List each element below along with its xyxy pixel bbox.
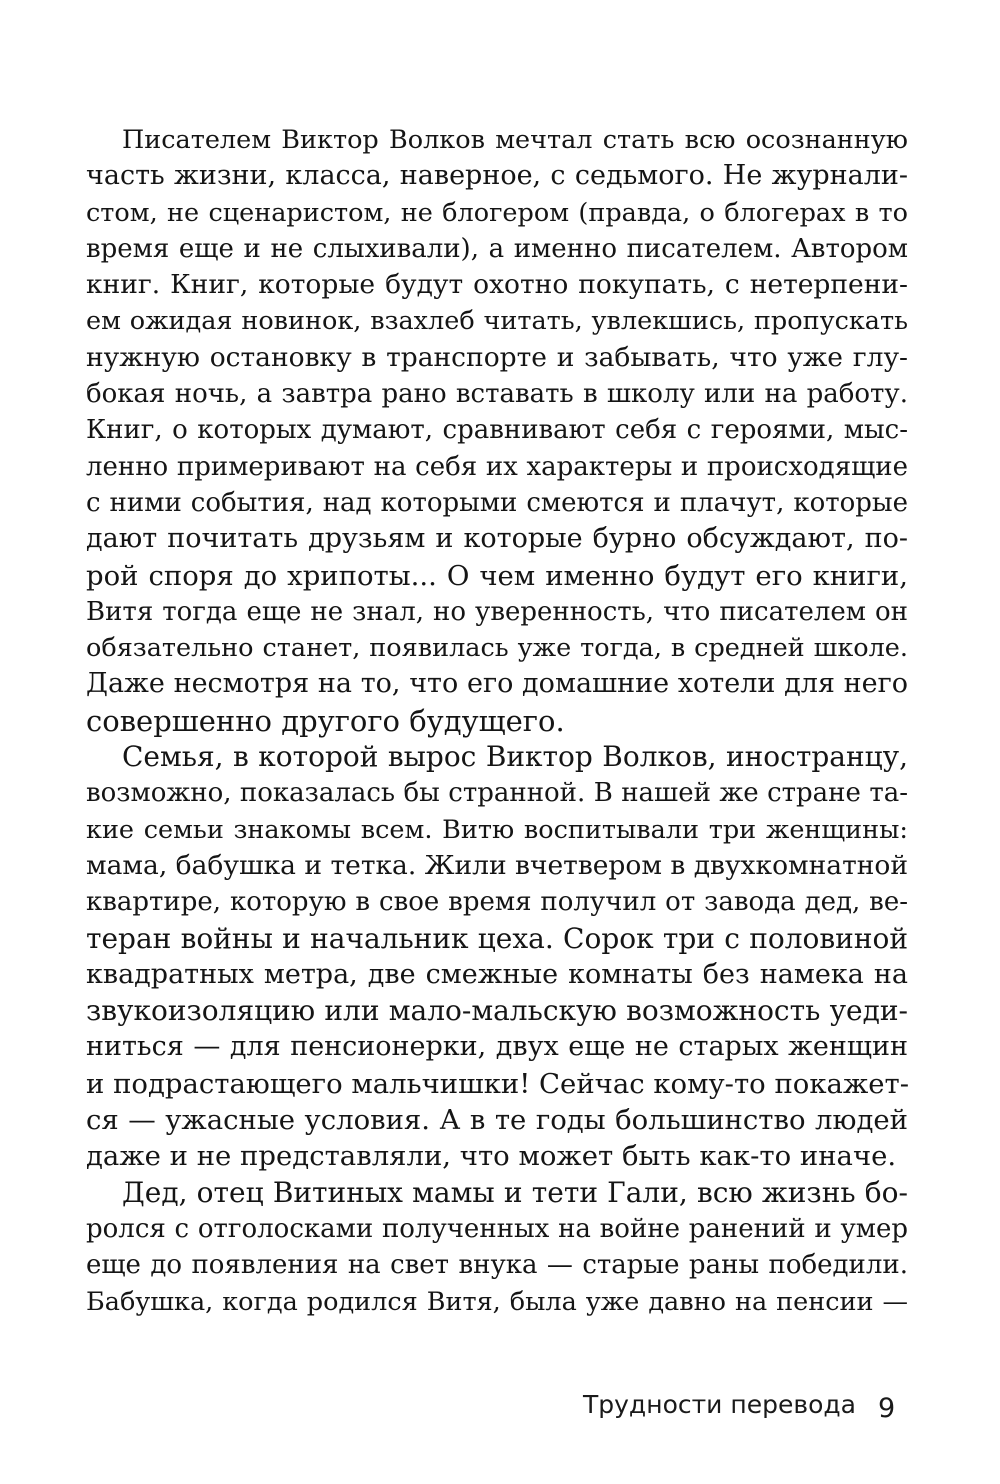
running-title: Трудности перевода [583,1390,856,1419]
paragraph-2-line-3: кие семьи знакомы всем. Витю воспитывали три женщины: [86,814,908,845]
paragraph-2-line-7: квадратных метра, две смежные комнаты без намека на [86,958,908,990]
paragraph-1-line-15: обязательно станет, появилась уже тогда, в средней школе. [86,633,908,664]
paragraph-3-line-4: Бабушка, когда родился Витя, была уже давно на пенсии — [86,1286,908,1317]
paragraph-1-line-11: с ними события, над которыми смеются и плачут, которые [86,487,908,518]
paragraph-1-line-9: Книг, о которых думают, сравнивают себя с героями, мыс- [86,415,908,446]
paragraph-1-line-14: Витя тогда еще не знал, но уверенность, что писателем он [86,596,908,627]
paragraph-1-line-10: ленно примеривают на себя их характеры и происходящие [86,451,908,482]
paragraph-3-line-1: Дед, отец Витиных мамы и тети Гали, всю жизнь бо- [122,1175,908,1209]
paragraph-2-line-4: мама, бабушка и тетка. Жили вчетвером в двухкомнатной [86,849,909,881]
paragraph-1-line-5: книг. Книг, которые будут охотно покупать, с нетерпени- [86,269,908,301]
paragraph-2-line-2: возможно, показалась бы странной. В нашей же стране та- [86,778,908,809]
paragraph-1-line-3: стом, не сценаристом, не блогером (правда, о блогерах в то [86,197,908,228]
body-text [86,122,908,1320]
paragraph-1-line-17: совершенно другого будущего. [86,703,565,738]
paragraph-2-line-11: ся — ужасные условия. А в те годы большинство людей [86,1104,908,1137]
paragraph-1-line-12: дают почитать друзьям и которые бурно обсуждают, по- [86,523,908,555]
paragraph-2-line-9: ниться — для пенсионерки, двух еще не старых женщин [86,1031,908,1063]
paragraph-1-line-1: Писателем Виктор Волков мечтал стать всю осознанную [122,125,908,155]
paragraph-1-line-13: рой споря до хрипоты... О чем именно будут его книги, [86,559,908,592]
paragraph-1-line-16: Даже несмотря на то, что его домашние хотели для него [86,668,908,700]
paragraph-1-line-2: часть жизни, класса, наверное, с седьмого. Не журнали- [86,160,908,192]
paragraph-2-line-6: теран войны и начальник цеха. Сорок три с половиной [86,921,908,955]
paragraph-1-line-8: бокая ночь, а завтра рано вставать в школу или на работу. [86,379,908,410]
paragraph-3-line-3: еще до появления на свет внука — старые раны победили. [86,1250,908,1281]
paragraph-1-line-7: нужную остановку в транспорте и забывать, что уже глу- [86,341,908,373]
paragraph-2-line-12: даже и не представляли, что может быть как-то иначе. [86,1140,897,1173]
paragraph-3-line-2: ролся с отголосками полученных на войне ранений и умер [86,1213,908,1244]
paragraph-2-line-5: квартире, которую в свое время получил от завода дед, ве- [86,887,908,918]
paragraph-1-line-4: время еще и не слыхивали), а именно писателем. Автором [86,233,908,264]
paragraph-2-line-10: и подрастающего мальчишки! Сейчас кому-то покажет- [86,1067,910,1100]
paragraph-1-line-6: ем ожидая новинок, взахлеб читать, увлекшись, пропускать [86,306,908,337]
page-number: 9 [878,1393,896,1424]
paragraph-2-line-1: Семья, в которой вырос Виктор Волков, иностранцу, [122,740,908,774]
paragraph-2-line-8: звукоизоляцию или мало-мальскую возможность уеди- [86,994,908,1028]
